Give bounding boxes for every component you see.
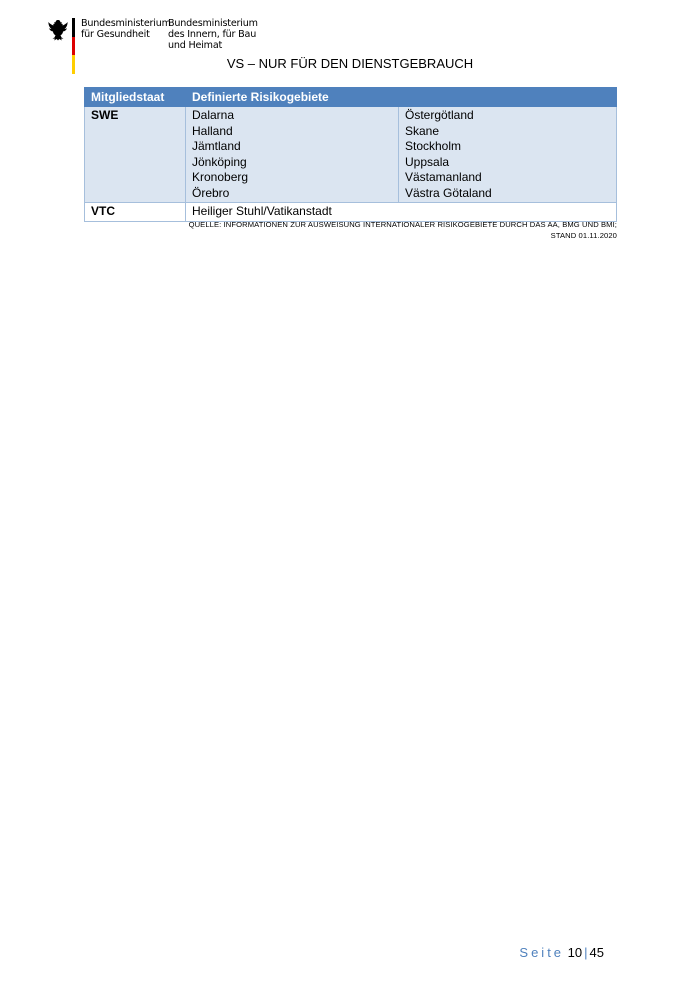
region-name: Stockholm [405,139,462,153]
federal-eagle-icon [48,19,68,41]
flag-black-stripe [72,18,75,37]
region-name: Örebro [192,185,230,200]
ministry-line: für Gesundheit [81,29,150,40]
region-name: Västra Götaland [405,185,492,200]
source-date: STAND 01.11.2020 [550,231,617,240]
region-name: Jönköping [192,154,247,169]
ministry-line: des Innern, für Bau [168,29,257,40]
classification-heading: VS – NUR FÜR DEN DIENSTGEBRAUCH [226,56,474,71]
column-header-risk-areas: Definierte Risikogebiete [186,88,617,107]
table-row [85,107,617,203]
region-name: Skane [405,123,440,138]
column-header-member-state: Mitgliedstaat [85,88,186,107]
region-name: Halland [192,123,233,138]
ministry-line: Bundesministerium [168,18,258,29]
region-name: Jämtland [192,139,241,153]
flag-red-stripe [72,37,75,56]
ministry-health-logo-text [81,18,171,40]
region-list-col1 [186,107,399,203]
total-pages: 45 [589,945,604,960]
region-name: Heiliger Stuhl/Vatikanstadt [186,203,617,222]
ministry-interior-logo-text [168,18,258,51]
table-header-row [85,88,617,107]
page-separator: | [584,945,588,960]
current-page: 10 [567,945,583,960]
region-name: Dalarna [192,108,235,122]
ministry-line: und Heimat [168,40,223,51]
source-line: QUELLE: INFORMATIONEN ZUR AUSWEISUNG INTERNATIONALER RISIKOGEBIETE DURCH DAS AA, BMG UND BMI; [188,220,617,229]
ministry-line: Bundesministerium [81,18,171,29]
region-list-col2 [399,107,617,203]
risk-areas-table [84,87,617,222]
page-number [519,945,604,960]
source-note [189,219,617,241]
country-code: SWE [85,107,186,203]
region-name: Västamanland [405,170,482,184]
page-label: Seite [519,945,565,960]
region-name: Östergötland [405,108,474,122]
region-name: Uppsala [405,154,450,169]
country-code: VTC [85,203,186,222]
region-name: Kronoberg [192,170,249,184]
